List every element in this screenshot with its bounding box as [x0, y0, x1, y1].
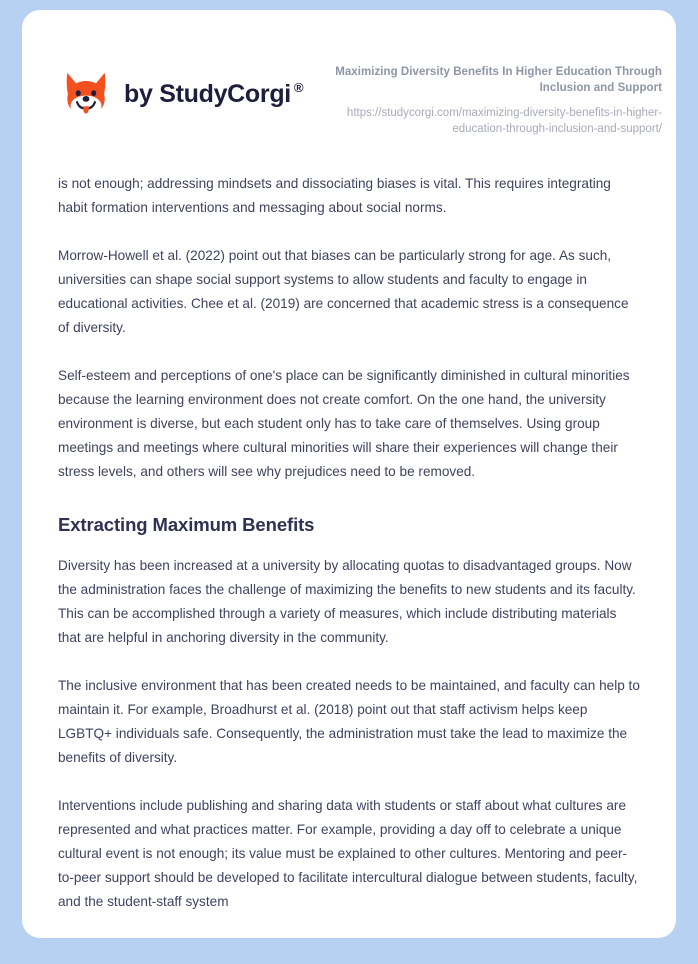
document-title: Maximizing Diversity Benefits In Higher Education Through Inclusion and Support — [335, 66, 662, 95]
document-header — [22, 10, 676, 138]
header-meta — [332, 62, 662, 138]
body-paragraph: The inclusive environment that has been created needs to be maintained, and faculty can help to maintain it. For example, Broadhurst et al. (2018) point out that staff activism helps keep LGBTQ+ individuals safe. Consequently, the administration must take the lead to maximize the benefits of diversity. — [58, 678, 640, 765]
corgi-head-icon — [60, 68, 112, 120]
brand-wordmark — [124, 80, 303, 109]
registered-trademark-icon: ® — [293, 80, 304, 96]
document-body — [22, 138, 676, 914]
body-paragraph: Morrow-Howell et al. (2022) point out that biases can be particularly strong for age. As such, universities can shape social support systems to allow students and faculty to engage in educational activities. Chee et al. (2019) are concerned that academic stress is a consequence of diversity. — [58, 248, 629, 335]
brand-name-text: by StudyCorgi — [124, 79, 291, 108]
body-paragraph: Diversity has been increased at a university by allocating quotas to disadvantaged groups. Now the administration faces the challenge of maximizing the benefits to new students and its faculty. This can be accomplished through a variety of measures, which include distributing materials that are helpful in anchoring diversity in the community. — [58, 558, 636, 645]
body-paragraph: Interventions include publishing and sharing data with students or staff about what cultures are represented and what practices matter. For example, providing a day off to celebrate a unique cultural event is not enough; its value must be explained to other cultures. Mentoring and peer-to-peer support should be developed to facilitate intercultural dialogue between students, faculty, and the student-staff system — [58, 798, 638, 909]
section-heading: Extracting Maximum Benefits — [58, 514, 315, 535]
document-page-card — [22, 10, 676, 938]
document-source-url: https://studycorgi.com/maximizing-diversity-benefits-in-higher-education-through-inclusion-and-support/ — [346, 106, 662, 136]
brand-logo-group — [60, 68, 303, 120]
body-paragraph: Self-esteem and perceptions of one's place can be significantly diminished in cultural minorities because the learning environment does not create comfort. On the one hand, the university environment is diverse, but each student only has to take care of themselves. Using group meetings and meetings where cultural minorities will share their experiences will change their stress levels, and others will see why prejudices need to be removed. — [58, 368, 630, 479]
body-paragraph: is not enough; addressing mindsets and dissociating biases is vital. This requires integrating habit formation interventions and messaging about social norms. — [58, 176, 611, 215]
